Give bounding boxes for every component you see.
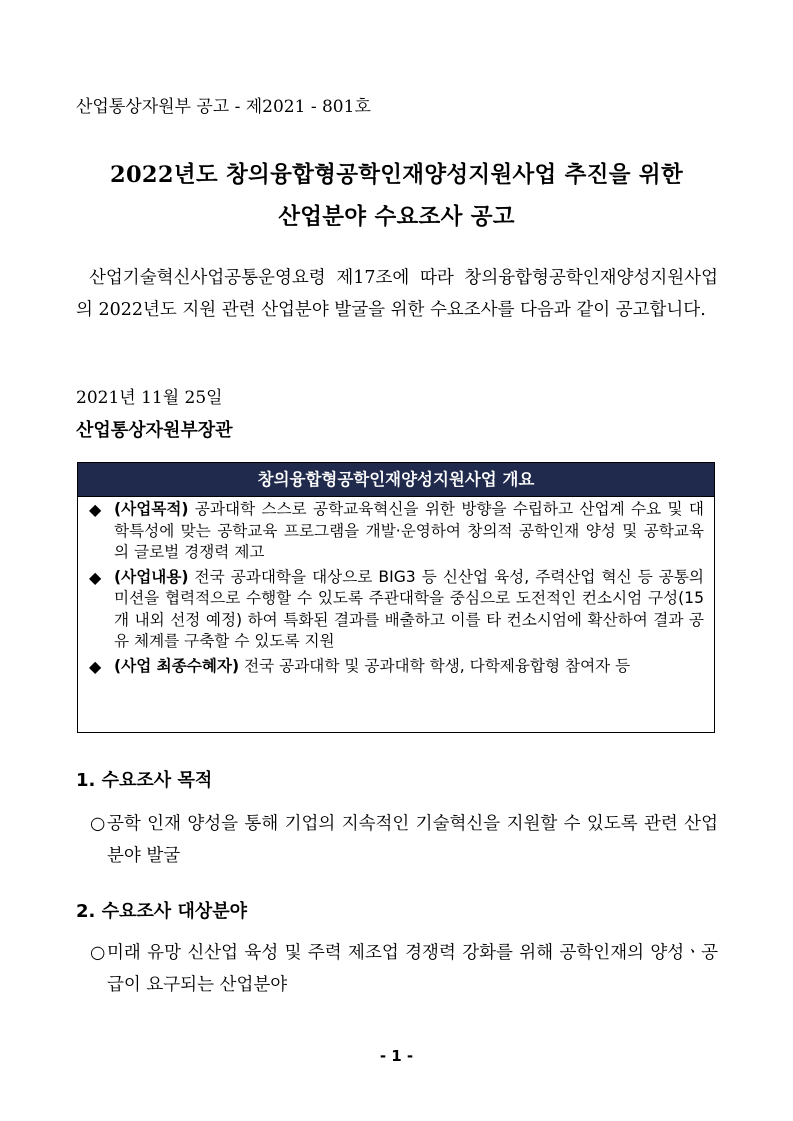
- overview-item-label: (사업목적): [114, 500, 189, 518]
- overview-item-text: 전국 공과대학을 대상으로 BIG3 등 신산업 육성, 주력산업 혁신 등 공통의 미션을 협력적으로 수행할 수 있도록 주관대학을 중심으로 도전적인 컨소시엄 구성(15개 내외 선정 예정) 하여 특화된 결과를 배출하고 이를 타 컨소시엄에 확산하여 결과 공유 체계를 구축할 수 있도록 지원: [114, 567, 704, 650]
- overview-box: [77, 462, 715, 733]
- section-paragraph-text: 미래 유망 신산업 육성 및 주력 제조업 경쟁력 강화를 위해 공학인재의 양성ㆍ공급이 요구되는 산업분야: [107, 943, 718, 995]
- overview-box-body: [78, 497, 714, 677]
- overview-item-label: (사업 최종수혜자): [114, 656, 240, 675]
- diamond-bullet-icon: ◆: [89, 656, 102, 676]
- page-title-line2: 산업분야 수요조사 공고: [278, 204, 515, 230]
- section-paragraph-purpose: [90, 808, 718, 872]
- section-paragraph-text: 공학 인재 양성을 통해 기업의 지속적인 기술혁신을 지원할 수 있도록 관련 산업 분야 발굴: [107, 814, 718, 866]
- page-number: - 1 -: [379, 1047, 414, 1065]
- overview-box-header: 창의융합형공학인재양성지원사업 개요: [78, 463, 714, 497]
- issuer-name: 산업통상자원부장관: [76, 420, 233, 441]
- diamond-bullet-icon: ◆: [89, 500, 102, 519]
- notice-number: 산업통상자원부 공고 - 제2021 - 801호: [76, 97, 371, 117]
- overview-item-label: (사업내용): [114, 567, 189, 586]
- page-title-line1: 2022년도 창의융합형공학인재양성지원사업 추진을 위한: [110, 162, 683, 188]
- section-heading-purpose: 1. 수요조사 목적: [76, 770, 213, 791]
- intro-paragraph: 산업기술혁신사업공통운영요령 제17조에 따라 창의융합형공학인재양성지원사업의 2022년도 지원 관련 산업분야 발굴을 위한 수요조사를 다음과 같이 공고합니다.: [76, 268, 718, 320]
- overview-item-text: 공과대학 스스로 공학교육혁신을 위한 방향을 수립하고 산업계 수요 및 대학특성에 맞는 공학교육 프로그램을 개발·운영하여 창의적 공학인재 양성 및 공학교육의 글로벌 경쟁력 제고: [114, 500, 704, 561]
- overview-item-beneficiary: [86, 656, 704, 678]
- circle-bullet-icon: ○: [90, 943, 106, 963]
- overview-item-content: [86, 567, 704, 653]
- circle-bullet-icon: ○: [90, 814, 106, 834]
- section-heading-target: 2. 수요조사 대상분야: [76, 901, 247, 922]
- overview-item-text: 전국 공과대학 및 공과대학 학생, 다학제융합형 참여자 등: [239, 656, 631, 675]
- announcement-date: 2021년 11월 25일: [76, 388, 223, 408]
- overview-item-purpose: [86, 499, 704, 564]
- section-paragraph-target: [90, 937, 718, 1001]
- diamond-bullet-icon: ◆: [89, 567, 102, 587]
